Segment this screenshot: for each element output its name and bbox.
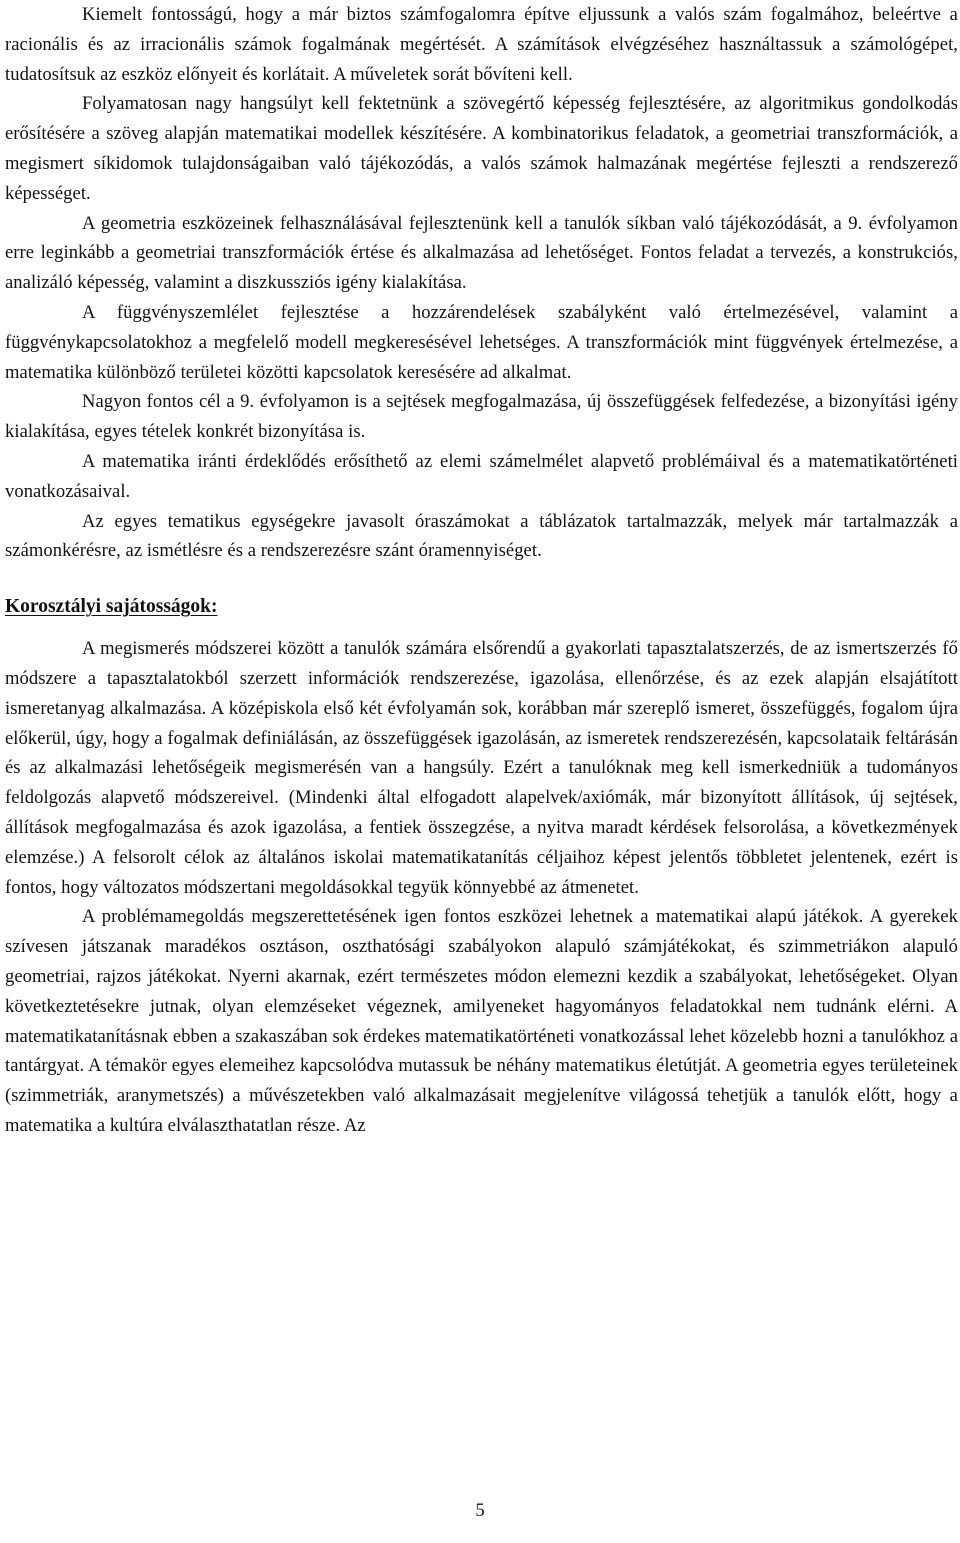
section-heading: Korosztályi sajátosságok: bbox=[5, 596, 218, 618]
paragraph-lesson-hours: Az egyes tematikus egységekre javasolt óraszámokat a táblázatok tartalmazzák, melyek már tartalmazzák a számonkérésre, az ismétlésre és a rendszerezésre szánt óramennyiséget. bbox=[5, 510, 958, 562]
paragraph-real-numbers: Kiemelt fontosságú, hogy a már biztos számfogalomra építve eljussunk a valós szám fogalmához, beleértve a racionális és az irracionális számok fogalmának megértését. A számítások elvégzéséhez használtassuk a számológépet, tudatosítsuk az eszköz előnyeit és korlátait. A műveletek sorát bővíteni kell. bbox=[5, 4, 958, 85]
document-page bbox=[5, 0, 958, 1141]
paragraph-function-concept: A függvényszemlélet fejlesztése a hozzárendelések szabályként való értelmezésével, valamint a függvénykapcsolatokhoz a megfelelő modell megkeresésével lehetséges. A transzformációk mint függvények értelmezése, a matematika különböző területei közötti kapcsolatok keresésére ad alkalmat. bbox=[5, 301, 958, 383]
paragraph-learning-methods: A megismerés módszerei között a tanulók számára elsőrendű a gyakorlati tapasztalatszerzés, de az ismertszerzés fő módszere a tapasztalatokból szerzett információk rendszerezése, igazolása, ellenőrzése, és az ezek alapján elsajátított ismeretanyag alkalmazása. A középiskola első két évfolyamán sok, korábban már szereplő ismeret, összefüggés, fogalom újra előkerül, úgy, hogy a fogalmak definiálásán, az összefüggések igazolásán, az ismeretek rendszerezésén, kapcsolataik feltárásán és az alkalmazási lehetőségeik megismerésén van a hangsúly. Ezért a tanulóknak meg kell ismerkedniük a tudományos feldolgozás alapvető módszereivel. (Mindenki által elfogadott alapelvek/axiómák, már bizonyított állítások, új sejtések, állítások megfogalmazása és azok igazolása, a fentiek összegzése, a nyitva maradt kérdések felsorolása, a következmények elemzése.) A felsorolt célok az általános iskolai matematikatanítás céljaihoz képest jelentős többletet jelentenek, ezért is fontos, hogy változatos módszertani megoldásokkal tegyük könnyebbé az átmenetet. bbox=[5, 638, 958, 898]
page-number: 5 bbox=[475, 1500, 485, 1521]
paragraph-text-comprehension: Folyamatosan nagy hangsúlyt kell fektetnünk a szövegértő képesség fejlesztésére, az algoritmikus gondolkodás erősítésére a szöveg alapján matematikai modellek készítésére. A kombinatorikus feladatok, a geometriai transzformációk, a megismert síkidomok tulajdonságaiban való tájékozódás, a valós számok halmazának megértése fejleszti a rendszerező képességet. bbox=[5, 93, 958, 204]
paragraph-math-games: A problémamegoldás megszerettetésének igen fontos eszközei lehetnek a matematikai alapú játékok. A gyerekek szívesen játszanak maradékos osztáson, oszthatósági szabályokon alapuló számjátékokat, és szimmetriákon alapuló geometriai, rajzos játékokat. Nyerni akarnak, ezért természetes módon elemezni kezdik a szabályokat, lehetőségeket. Olyan következtetésekre jutnak, olyan elemzéseket végeznek, amilyeneket hagyományos feladatokkal nem tudnánk elérni. A matematikatanításnak ebben a szakaszában sok érdekes matematikatörténeti vonatkozással lehet közelebb hozni a tanulókhoz a tantárgyat. A témakör egyes elemeihez kapcsolódva mutassuk be néhány matematikus életútját. A geometria egyes területeinek (szimmetriák, aranymetszés) a művészetekben való alkalmazásait megjelenítve világossá tehetjük a tanulók előtt, hogy a matematika a kultúra elválaszthatatlan része. Az bbox=[5, 906, 958, 1136]
paragraph-number-theory: A matematika iránti érdeklődés erősíthető az elemi számelmélet alapvető problémáival és a matematikatörténeti vonatkozásaival. bbox=[5, 450, 958, 502]
paragraph-conjectures: Nagyon fontos cél a 9. évfolyamon is a sejtések megfogalmazása, új összefüggések felfedezése, a bizonyítási igény kialakítása, egyes tételek konkrét bizonyítása is. bbox=[5, 391, 958, 443]
paragraph-geometry-tools: A geometria eszközeinek felhasználásával fejlesztenünk kell a tanulók síkban való tájékozódását, a 9. évfolyamon erre leginkább a geometriai transzformációk értése és alkalmazása ad lehetőséget. Fontos feladat a tervezés, a konstrukciós, analizáló képesség, valamint a diszkussziós igény kialakítása. bbox=[5, 212, 958, 294]
